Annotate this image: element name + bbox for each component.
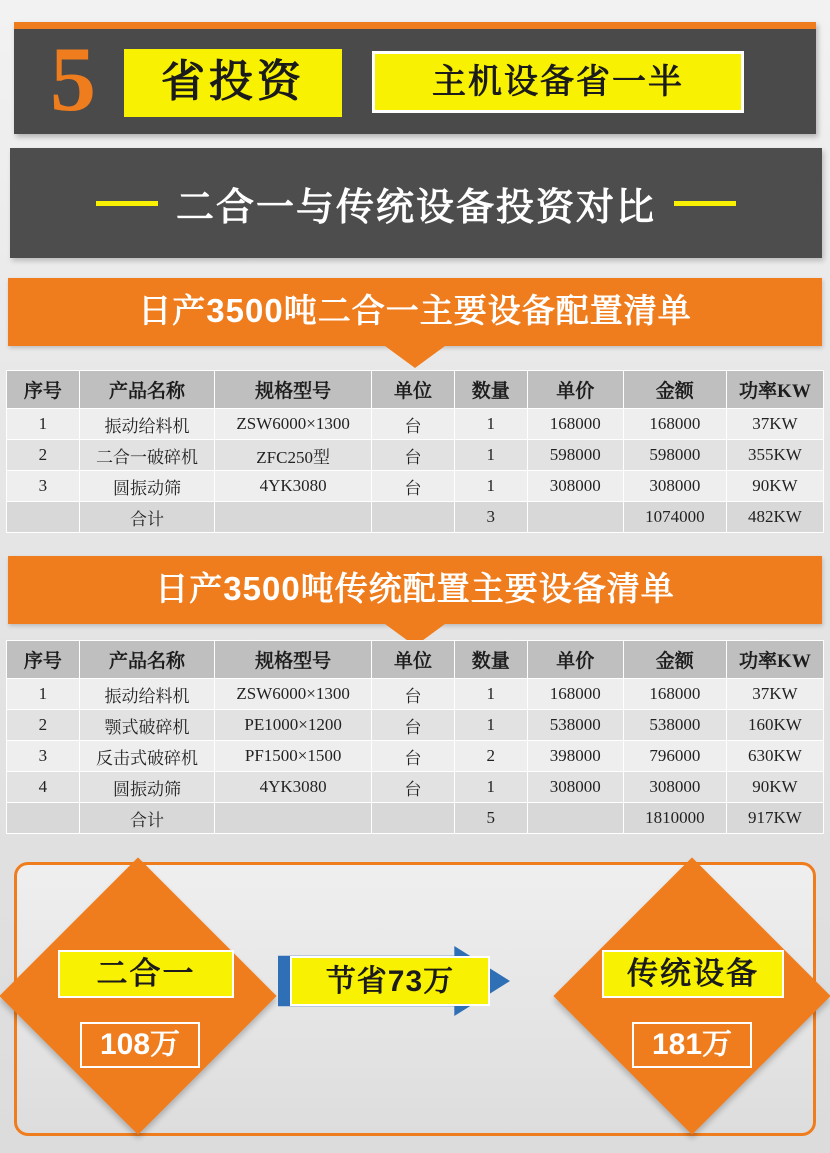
cell-qty: 2 — [454, 741, 527, 772]
cell-model — [215, 803, 372, 834]
table-row — [7, 471, 824, 502]
comparison-right-value: 181万 — [632, 1022, 752, 1068]
comparison-right-label: 传统设备 — [602, 950, 784, 998]
table-total-row — [7, 803, 824, 834]
cell-power: 355KW — [726, 440, 823, 471]
cell-index: 2 — [7, 440, 80, 471]
col-header-model: 规格型号 — [215, 371, 372, 409]
cell-index — [7, 803, 80, 834]
cell-amount: 168000 — [623, 409, 726, 440]
cell-total-power: 917KW — [726, 803, 823, 834]
col-header-price: 单价 — [527, 641, 623, 679]
cell-power: 37KW — [726, 679, 823, 710]
table-row — [7, 710, 824, 741]
cell-qty: 1 — [454, 679, 527, 710]
cell-price — [527, 502, 623, 533]
cell-price: 168000 — [527, 409, 623, 440]
cell-index — [7, 502, 80, 533]
comparison-left-label: 二合一 — [58, 950, 234, 998]
col-header-product: 产品名称 — [79, 371, 214, 409]
col-header-unit: 单位 — [372, 371, 455, 409]
cell-product: 圆振动筛 — [79, 772, 214, 803]
cell-total-qty: 3 — [454, 502, 527, 533]
cell-total-amount: 1074000 — [623, 502, 726, 533]
section-title-bar — [10, 148, 822, 258]
table-header-row — [7, 641, 824, 679]
cell-unit: 台 — [372, 440, 455, 471]
cell-qty: 1 — [454, 440, 527, 471]
cell-model: 4YK3080 — [215, 471, 372, 502]
cell-index: 1 — [7, 409, 80, 440]
col-header-price: 单价 — [527, 371, 623, 409]
cell-price: 538000 — [527, 710, 623, 741]
banner-subtitle: 主机设备省一半 — [372, 51, 744, 113]
table-1-title: 日产3500吨二合一主要设备配置清单 — [8, 278, 822, 346]
col-header-qty: 数量 — [454, 371, 527, 409]
cell-unit: 台 — [372, 741, 455, 772]
equipment-table-traditional — [6, 640, 824, 834]
cell-amount: 308000 — [623, 471, 726, 502]
cell-model: PF1500×1500 — [215, 741, 372, 772]
table-row — [7, 741, 824, 772]
cell-product: 振动给料机 — [79, 409, 214, 440]
cell-unit: 台 — [372, 772, 455, 803]
cell-amount: 168000 — [623, 679, 726, 710]
cell-amount: 796000 — [623, 741, 726, 772]
cell-price: 308000 — [527, 471, 623, 502]
cell-amount: 308000 — [623, 772, 726, 803]
cell-model: ZSW6000×1300 — [215, 409, 372, 440]
table-header-row — [7, 371, 824, 409]
cell-total-qty: 5 — [454, 803, 527, 834]
cell-product: 二合一破碎机 — [79, 440, 214, 471]
cell-unit: 台 — [372, 409, 455, 440]
cell-total-amount: 1810000 — [623, 803, 726, 834]
cell-power: 37KW — [726, 409, 823, 440]
cell-price: 598000 — [527, 440, 623, 471]
cell-product: 反击式破碎机 — [79, 741, 214, 772]
dash-right-icon — [674, 201, 736, 206]
cell-index: 4 — [7, 772, 80, 803]
col-header-unit: 单位 — [372, 641, 455, 679]
col-header-index: 序号 — [7, 641, 80, 679]
col-header-power: 功率KW — [726, 641, 823, 679]
cell-power: 630KW — [726, 741, 823, 772]
col-header-qty: 数量 — [454, 641, 527, 679]
cell-product: 颚式破碎机 — [79, 710, 214, 741]
cell-model: ZFC250型 — [215, 440, 372, 471]
savings-label: 节省73万 — [290, 956, 490, 1006]
cell-index: 3 — [7, 471, 80, 502]
table-row — [7, 679, 824, 710]
cell-price — [527, 803, 623, 834]
equipment-table-two-in-one — [6, 370, 824, 533]
cell-model: ZSW6000×1300 — [215, 679, 372, 710]
cell-amount: 538000 — [623, 710, 726, 741]
col-header-amount: 金额 — [623, 641, 726, 679]
cell-unit — [372, 502, 455, 533]
header-banner — [14, 22, 816, 134]
banner-tag: 省投资 — [124, 49, 342, 117]
cell-power: 90KW — [726, 471, 823, 502]
cell-power: 90KW — [726, 772, 823, 803]
col-header-model: 规格型号 — [215, 641, 372, 679]
table-2-title: 日产3500吨传统配置主要设备清单 — [8, 556, 822, 624]
cell-unit: 台 — [372, 679, 455, 710]
cell-price: 398000 — [527, 741, 623, 772]
section-title: 二合一与传统设备投资对比 — [175, 186, 656, 229]
cell-price: 168000 — [527, 679, 623, 710]
cell-unit — [372, 803, 455, 834]
cell-product: 圆振动筛 — [79, 471, 214, 502]
section-number: 5 — [50, 28, 96, 130]
col-header-index: 序号 — [7, 371, 80, 409]
cell-model: 4YK3080 — [215, 772, 372, 803]
cell-total-power: 482KW — [726, 502, 823, 533]
table-row — [7, 409, 824, 440]
cell-amount: 598000 — [623, 440, 726, 471]
cell-qty: 1 — [454, 409, 527, 440]
cell-unit: 台 — [372, 710, 455, 741]
cell-index: 1 — [7, 679, 80, 710]
dash-left-icon — [96, 201, 158, 206]
cell-qty: 1 — [454, 710, 527, 741]
table-row — [7, 772, 824, 803]
cell-model: PE1000×1200 — [215, 710, 372, 741]
cell-index: 3 — [7, 741, 80, 772]
cell-index: 2 — [7, 710, 80, 741]
cell-total-label: 合计 — [79, 803, 214, 834]
comparison-left-value: 108万 — [80, 1022, 200, 1068]
col-header-power: 功率KW — [726, 371, 823, 409]
cell-model — [215, 502, 372, 533]
cell-qty: 1 — [454, 471, 527, 502]
cell-total-label: 合计 — [79, 502, 214, 533]
cell-qty: 1 — [454, 772, 527, 803]
cell-price: 308000 — [527, 772, 623, 803]
cell-power: 160KW — [726, 710, 823, 741]
table-row — [7, 440, 824, 471]
table-total-row — [7, 502, 824, 533]
cell-unit: 台 — [372, 471, 455, 502]
col-header-amount: 金额 — [623, 371, 726, 409]
cell-product: 振动给料机 — [79, 679, 214, 710]
col-header-product: 产品名称 — [79, 641, 214, 679]
